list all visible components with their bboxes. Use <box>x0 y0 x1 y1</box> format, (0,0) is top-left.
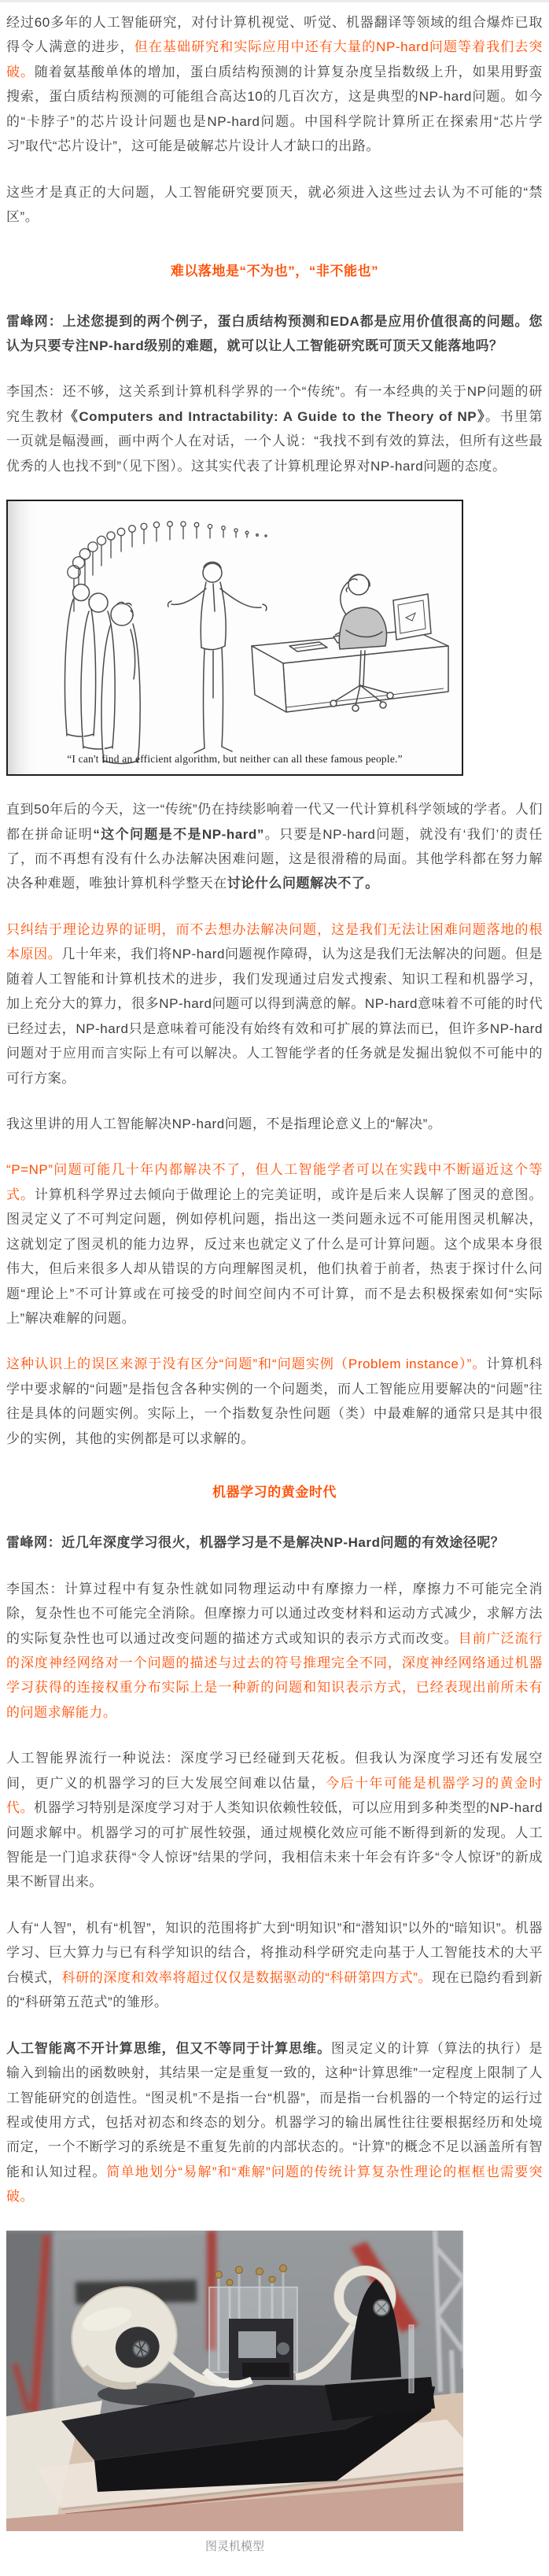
text-segment: “P=NP”问题可能几十年内都解决不了，但人工智能学者可以在实践中不断逼近这个等式。 <box>6 1162 543 1202</box>
text-segment: 。书里第一页就是幅漫画，画中两个人在对话，一个人说：“我找不到有效的算法，但所有这些最优秀的人也找不到”（见下图）。这其实代表了计算机理论界对NP-hard问题的态度。 <box>6 408 543 474</box>
text-segment: 机器学习特别是深度学习对于人类知识依赖性较低，可以应用到多种类型的NP-hard问题求解中。机器学习的可扩展性较强，通过规模化效应可能不断得到新的发现。人工智能是一门追求获得“令人惊讶”结果的学问，我相信未来十年会有许多“令人惊讶”的新成果不断冒出来。 <box>6 1800 543 1890</box>
section-heading: 难以落地是“不为也”，“非不能也” <box>170 263 379 279</box>
text-segment: 李国杰：还不够，这关系到计算机科学界的一个“传统”。有一本经典的关于NP问题的研究生教材 <box>6 384 543 424</box>
paragraph <box>6 1112 543 1136</box>
text-segment: 人工智能界流行一种说法：深度学习已经碰到天花板。但我认为深度学习还有发展空间，更广义的机器学习的巨大发展空间难以估量， <box>6 1751 543 1791</box>
paragraph <box>6 309 543 359</box>
text-segment: 人有“人智”，机有“机智”，知识的范围将扩大到“明知识”和“潜知识”以外的“暗知识”。机器学习、巨大算力与已有科学知识的结合，将推动科学研究走向基于人工智能技术的大平台模式， <box>6 1920 543 1985</box>
turing-machine-photo-drawing <box>6 2231 463 2531</box>
paragraph <box>6 1352 543 1451</box>
paragraph <box>6 2036 543 2209</box>
paragraph <box>6 1916 543 2015</box>
text-segment: 现在已隐约看到新的“科研第五范式”的雏形。 <box>6 1969 543 2010</box>
text-segment: 雷峰网：上述您提到的两个例子，蛋白质结构预测和EDA都是应用价值很高的问题。您认为只要专注NP-hard级别的难题，就可以让人工智能研究既可顶天又能落地吗？ <box>6 313 543 353</box>
text-segment: 简单地划分“易解”和“难解”问题的传统计算复杂性理论的框框也需要突破。 <box>6 2164 543 2205</box>
text-segment: 雷峰网：近几年深度学习很火，机器学习是不是解决NP-Hard问题的有效途径呢？ <box>6 1535 505 1551</box>
np-hard-cartoon-drawing <box>6 500 463 776</box>
paragraph <box>6 180 543 230</box>
text-segment: 。只要是NP-hard问题，就没有‘我们’的责任了，而不再想有没有什么办法解决困难问题，这是很滑稽的局面。其他学科都在努力解决各种难题，唯独计算机科学整天在 <box>6 826 543 891</box>
text-segment: 我这里讲的用人工智能解决NP-hard问题，不是指理论意义上的“解决”。 <box>6 1116 442 1131</box>
text-segment: 今后十年可能是机器学习的黄金时代。 <box>6 1775 543 1816</box>
text-segment: 直到50年后的今天，这一“传统”仍在持续影响着一代又一代计算机科学领域的学者。人们都在拼命证明 <box>6 802 543 842</box>
turing-machine-photo[interactable] <box>6 2231 463 2531</box>
text-segment: 讨论什么问题解决不了。 <box>227 876 379 891</box>
text-segment: 计算机科学中要求解的“问题”是指包含各种实例的一个问题类，而人工智能应用要解决的“问题”往往是具体的问题实例。实际上，一个指数复杂性问题（类）中最难解的通常只是其中很少的实例，其他的实例都是可以求解的。 <box>6 1356 543 1446</box>
image-caption: 图灵机模型 <box>204 2539 264 2553</box>
text-segment: 随着氨基酸单体的增加，蛋白质结构预测的计算复杂度呈指数级上升，如果用野蛮搜索，蛋白质结构预测的可能组合高达10的几百次方，这是典型的NP-hard问题。如今的“卡脖子”的芯片设计问题也是NP-hard问题。中国科学院计算所正在探索用“芯片学习”取代“芯片设计”，这可能是破解芯片设计人才缺口的出路。 <box>6 64 543 154</box>
text-segment: 李国杰：计算过程中有复杂性就如同物理运动中有摩擦力一样，摩擦力不可能完全消除，复杂性也不可能完全消除。但摩擦力可以通过改变材料和运动方式减少，求解方法的实际复杂性也可以通过改变问题的描述方式或知识的表示方式而改变。 <box>6 1581 543 1646</box>
text-segment: 目前广泛流行的深度神经网络对一个问题的描述与过去的符号推理完全不同，深度神经网络通过机器学习获得的连接权重分布实际上是一种新的问题和知识表示方式，已经表现出前所未有的问题求解能力。 <box>6 1630 543 1720</box>
text-segment: 这些才是真正的大问题，人工智能研究要顶天，就必须进入这些过去认为不可能的“禁区”。 <box>6 184 543 225</box>
text-segment: 但在基础研究和实际应用中还有大量的NP-hard问题等着我们去突破。 <box>6 39 543 79</box>
cartoon-caption: “I can't find an efficient algorithm, but neither can all these famous people.” <box>67 753 403 766</box>
np-hard-cartoon[interactable] <box>6 500 463 776</box>
text-segment: 人工智能离不开计算思维，但又不等同于计算思维。 <box>6 2040 332 2056</box>
text-segment: 只纠结于理论边界的证明，而不去想办法解决问题，这是我们无法让困难问题落地的根本原因。 <box>6 921 543 962</box>
paragraph <box>6 1157 543 1330</box>
text-segment: 《Computers and Intractability: A Guide to the Theory of NP》 <box>64 408 486 424</box>
paragraph <box>6 1746 543 1895</box>
text-segment: 这种认识上的误区来源于没有区分“问题”和“问题实例（Problem instance）”。 <box>6 1356 487 1372</box>
text-segment: 计算机科学界过去倾向于做理论上的完美证明，或许是后来人误解了图灵的意图。图灵定义了不可判定问题，例如停机问题，指出这一类问题永远不可能用图灵机解决，这就划定了图灵机的能力边界，反过来也就定义了什么是可计算问题。这个成果本身很伟大，但后来很多人却从错误的方向理解图灵机，他们执着于前者，热衷于探讨什么问题“理论上”不可计算或在可接受的时间空间内不可计算，而不是去积极探索如何“实际上”解决难解的问题。 <box>6 1187 543 1326</box>
paragraph <box>6 10 543 159</box>
text-segment: 科研的深度和效率将超过仅仅是数据驱动的“科研第四方式”。 <box>61 1969 433 1985</box>
text-segment: “这个问题是不是NP-hard” <box>93 826 264 842</box>
paragraph <box>6 917 543 1091</box>
article-body <box>0 2 549 2576</box>
text-segment: 图灵定义的计算（算法的执行）是输入到输出的函数映射，其结果一定是重复一致的，这种“计算思维”一定程度上限制了人工智能研究的创造性。“图灵机”不是指一台“机器”，而是指一台机器的一个特定的运行过程或使用方式，包括对初态和终态的划分。机器学习的输出属性往往要根据经历和处境而定，一个不断学习的系统是不重复先前的内部状态的。“计算”的概念不足以涵盖所有智能和认知过程。 <box>6 2040 543 2179</box>
text-segment: 几十年来，我们将NP-hard问题视作障碍，认为这是我们无法解决的问题。但是随着人工智能和计算机技术的进步，我们发现通过启发式搜索、知识工程和机器学习，加上充分大的算力，很多NP-hard问题可以得到满意的解。NP-hard意味着不可能的时代已经过去，NP-hard只是意味着可能没有始终有效和可扩展的算法而已，但许多NP-hard问题对于应用而言实际上有可以解决。人工智能学者的任务就是发掘出貌似不可能中的可行方案。 <box>6 947 543 1086</box>
paragraph <box>6 1577 543 1725</box>
paragraph <box>6 1530 543 1555</box>
paragraph <box>6 797 543 896</box>
paragraph <box>6 379 543 478</box>
section-heading: 机器学习的黄金时代 <box>212 1485 337 1500</box>
text-segment: 经过60多年的人工智能研究，对付计算机视觉、听觉、机器翻译等领域的组合爆炸已取得令人满意的进步， <box>6 15 543 55</box>
